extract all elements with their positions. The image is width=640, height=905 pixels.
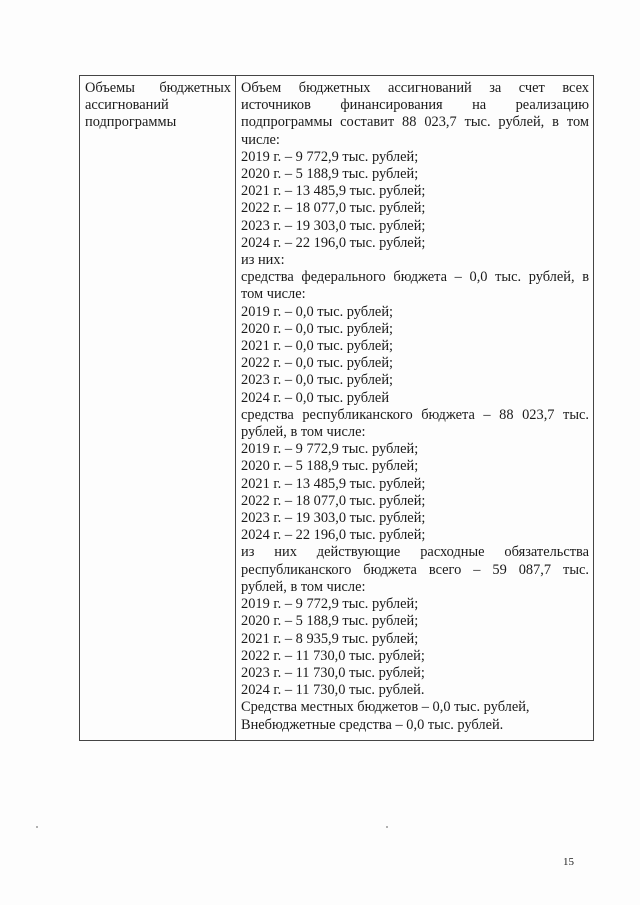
federal-year-line: 2024 г. – 0,0 тыс. рублей <box>241 389 390 406</box>
total-year-line: 2020 г. – 5 188,9 тыс. рублей; <box>241 166 419 183</box>
federal-year-line: 2019 г. – 0,0 тыс. рублей; <box>241 303 394 320</box>
intro-line: Объем бюджетных ассигнований за счет всех <box>241 80 589 96</box>
total-year-line: 2022 г. – 18 077,0 тыс. рублей; <box>241 200 426 217</box>
republic-year-line: 2020 г. – 5 188,9 тыс. рублей; <box>241 458 419 475</box>
intro-line: числе: <box>241 131 280 148</box>
republic-year-line: 2021 г. – 13 485,9 тыс. рублей; <box>241 475 426 492</box>
obligations-intro-line: республиканского бюджета всего – 59 087,7 тыс. <box>241 561 589 578</box>
republic-year-line: 2022 г. – 18 077,0 тыс. рублей; <box>241 492 426 509</box>
federal-intro-line: том числе: <box>241 286 306 303</box>
republic-intro-line: рублей, в том числе: <box>241 424 366 441</box>
republic-intro-line: средства республиканского бюджета – 88 023,7 тыс. <box>241 406 589 423</box>
total-year-line: 2024 г. – 22 196,0 тыс. рублей; <box>241 234 426 251</box>
republic-year-line: 2024 г. – 22 196,0 тыс. рублей; <box>241 527 426 544</box>
scan-speck <box>36 826 38 828</box>
obligations-year-line: 2022 г. – 11 730,0 тыс. рублей; <box>241 647 425 664</box>
of-them-line: из них: <box>241 252 285 269</box>
label-line: ассигнований <box>85 97 169 114</box>
label-line: Объемы бюджетных <box>85 80 231 96</box>
intro-line: источников финансирования на реализацию <box>241 97 589 114</box>
federal-year-line: 2021 г. – 0,0 тыс. рублей; <box>241 338 394 355</box>
label-line: подпрограммы <box>85 114 177 131</box>
local-budget-line: Средства местных бюджетов – 0,0 тыс. рублей, <box>241 699 530 716</box>
scan-speck <box>386 826 388 828</box>
republic-year-line: 2019 г. – 9 772,9 тыс. рублей; <box>241 441 419 458</box>
obligations-year-line: 2023 г. – 11 730,0 тыс. рублей; <box>241 664 425 681</box>
total-year-line: 2019 г. – 9 772,9 тыс. рублей; <box>241 148 419 165</box>
intro-line: подпрограммы составит 88 023,7 тыс. рублей, в том <box>241 114 589 131</box>
budget-table <box>79 75 594 741</box>
obligations-year-line: 2019 г. – 9 772,9 тыс. рублей; <box>241 596 419 613</box>
federal-intro-line: средства федерального бюджета – 0,0 тыс. рублей, в <box>241 269 589 286</box>
federal-year-line: 2023 г. – 0,0 тыс. рублей; <box>241 372 394 389</box>
label-cell <box>80 76 236 741</box>
federal-year-line: 2022 г. – 0,0 тыс. рублей; <box>241 355 394 372</box>
obligations-year-line: 2024 г. – 11 730,0 тыс. рублей. <box>241 682 425 699</box>
obligations-year-line: 2021 г. – 8 935,9 тыс. рублей; <box>241 630 419 647</box>
federal-year-line: 2020 г. – 0,0 тыс. рублей; <box>241 320 394 337</box>
page-number: 15 <box>563 856 574 868</box>
republic-year-line: 2023 г. – 19 303,0 тыс. рублей; <box>241 510 426 527</box>
obligations-year-line: 2020 г. – 5 188,9 тыс. рублей; <box>241 613 419 630</box>
total-year-line: 2021 г. – 13 485,9 тыс. рублей; <box>241 183 426 200</box>
extrabudget-line: Внебюджетные средства – 0,0 тыс. рублей. <box>241 716 504 733</box>
obligations-intro-line: рублей, в том числе: <box>241 578 366 595</box>
table-row <box>80 76 594 741</box>
total-year-line: 2023 г. – 19 303,0 тыс. рублей; <box>241 217 426 234</box>
obligations-intro-line: из них действующие расходные обязательства <box>241 544 589 561</box>
content-cell <box>236 76 594 741</box>
